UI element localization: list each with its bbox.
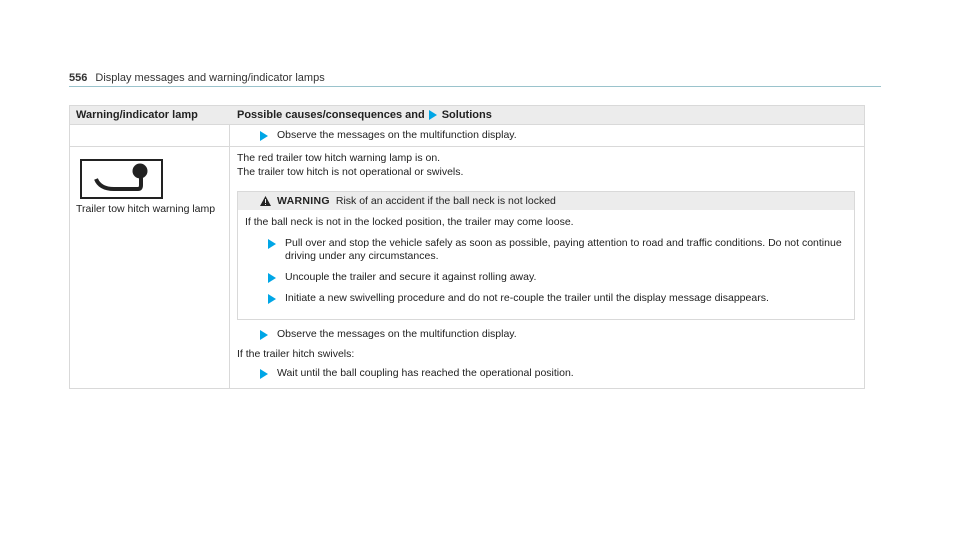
col-header-solutions-text: Solutions bbox=[441, 109, 492, 121]
condition-text: If the trailer hitch swivels: bbox=[237, 348, 355, 360]
cause-line: The trailer tow hitch is not operational or swivels. bbox=[237, 166, 464, 178]
list-item: Initiate a new swivelling procedure and do not re-couple the trailer until the display message disappears. bbox=[245, 292, 847, 305]
header-rule bbox=[69, 86, 881, 87]
arrow-icon bbox=[260, 131, 268, 141]
arrow-icon bbox=[268, 239, 276, 249]
trailer-tow-hitch-icon bbox=[80, 159, 163, 199]
arrow-icon bbox=[260, 330, 268, 340]
warning-header bbox=[238, 192, 854, 210]
col-header-lamp: Warning/indicator lamp bbox=[76, 109, 198, 121]
col-header-causes-text: Possible causes/consequences and bbox=[237, 109, 425, 121]
row2-lamp-cell bbox=[70, 147, 230, 388]
col-header-causes bbox=[230, 106, 864, 124]
page-number: 556 bbox=[69, 72, 88, 84]
arrow-icon bbox=[429, 110, 437, 120]
cause-line: The red trailer tow hitch warning lamp is on. bbox=[237, 152, 441, 164]
arrow-icon bbox=[268, 294, 276, 304]
row1-solutions-cell bbox=[230, 125, 864, 146]
list-item: Uncouple the trailer and secure it against rolling away. bbox=[245, 271, 847, 284]
warning-body bbox=[238, 210, 854, 319]
row2-solutions-cell bbox=[230, 147, 864, 388]
list-item: Observe the messages on the multifunction display. bbox=[237, 328, 856, 341]
list-item: Wait until the ball coupling has reached the operational position. bbox=[237, 367, 856, 380]
list-item: Pull over and stop the vehicle safely as soon as possible, paying attention to road and traffic conditions. Do not continue driving under any circumstances. bbox=[245, 237, 847, 263]
table-header bbox=[70, 106, 864, 124]
warning-title: WARNING bbox=[277, 195, 330, 207]
list-item: Observe the messages on the multifunction display. bbox=[237, 129, 856, 142]
table-row bbox=[70, 124, 864, 146]
lamp-label: Trailer tow hitch warning lamp bbox=[76, 203, 216, 215]
warning-lamp-table bbox=[69, 105, 865, 389]
arrow-icon bbox=[268, 273, 276, 283]
arrow-icon bbox=[260, 369, 268, 379]
row1-lamp-cell bbox=[70, 125, 230, 146]
warning-headline: Risk of an accident if the ball neck is not locked bbox=[335, 195, 556, 207]
page-header bbox=[69, 72, 325, 84]
table-row bbox=[70, 146, 864, 388]
warning-triangle-icon bbox=[260, 196, 271, 206]
page-title: Display messages and warning/indicator lamps bbox=[95, 72, 325, 84]
warning-text: If the ball neck is not in the locked position, the trailer may come loose. bbox=[245, 216, 574, 228]
warning-box bbox=[237, 191, 855, 320]
